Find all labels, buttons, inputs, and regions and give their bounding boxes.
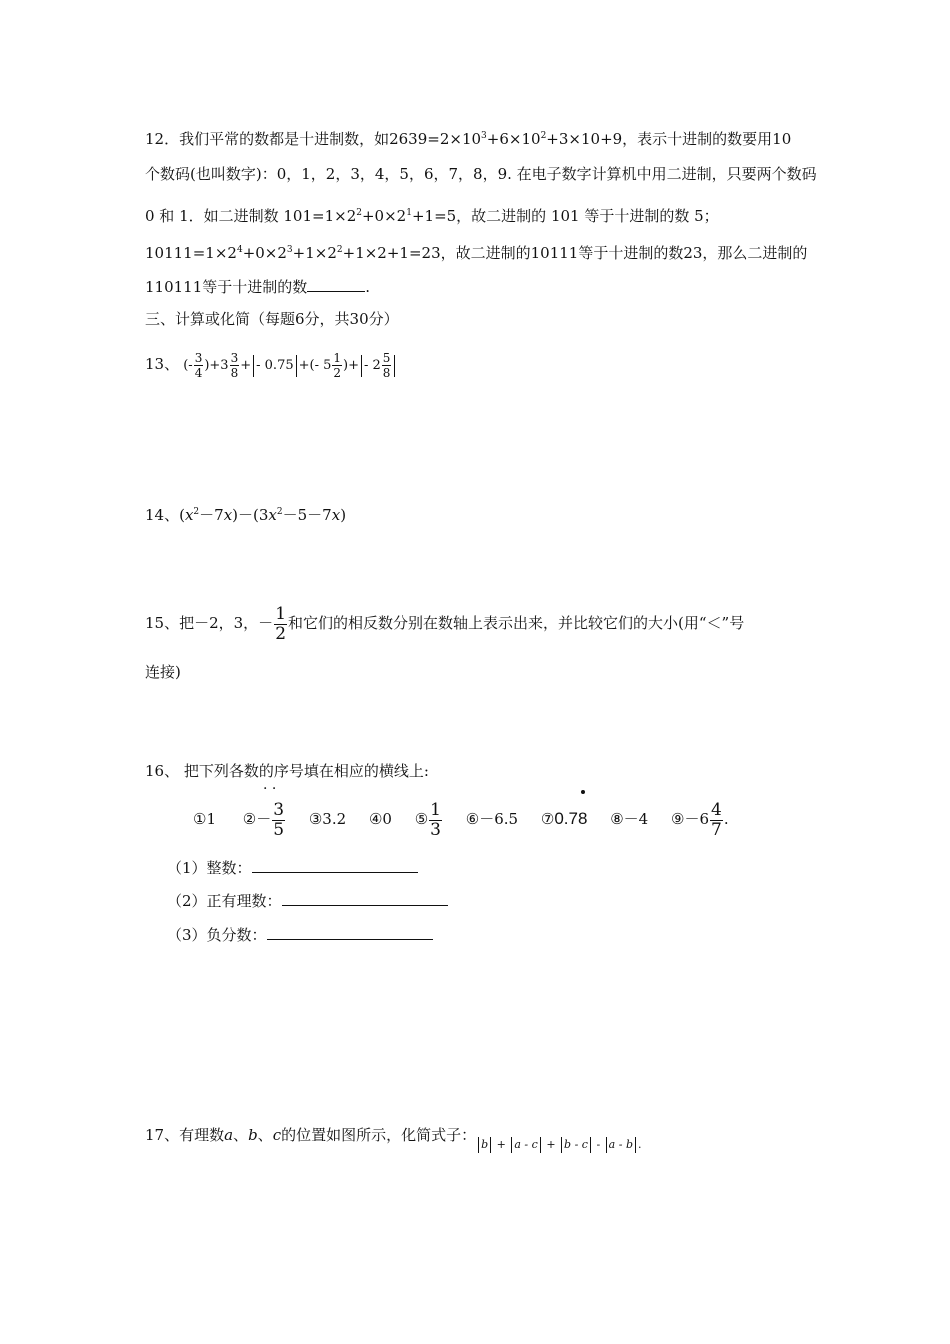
q17-op: +: [496, 1138, 506, 1151]
variable-c: c: [272, 1126, 282, 1144]
q12-line-3: [145, 203, 719, 226]
numerator: 1: [333, 351, 342, 365]
q14-term: －7: [199, 506, 224, 524]
repeating-decimal: 0.7: [554, 809, 578, 828]
q14-expression: [145, 502, 346, 525]
sub-label: （3）负分数：: [167, 926, 267, 944]
exponent: 2: [276, 507, 283, 517]
q17-text: 、: [233, 1126, 249, 1144]
q17-term: b - c: [564, 1138, 588, 1151]
abs-bar: [511, 1137, 512, 1153]
exponent: 4: [236, 245, 243, 255]
answer-blank[interactable]: [252, 872, 418, 873]
q13-term: )+3: [204, 358, 229, 373]
q14-term: (: [179, 506, 185, 524]
q17-text: 17、有理数: [145, 1126, 225, 1144]
item-7: ⑦: [540, 810, 555, 828]
q12-text: 110111等于十进制的数: [145, 278, 308, 296]
item-6: ⑥－6.5: [465, 810, 519, 828]
denominator: 2: [275, 623, 287, 644]
fraction: [332, 352, 342, 379]
q16-title: [145, 761, 429, 781]
repeating-digit: 8: [578, 796, 587, 842]
q17-text: 、: [257, 1126, 273, 1144]
exponent: 2: [193, 507, 200, 517]
variable-x: x: [268, 506, 277, 524]
answer-blank[interactable]: [267, 939, 433, 940]
q17-term: a - c: [514, 1138, 538, 1151]
fraction: [429, 799, 442, 840]
abs-bar: [590, 1137, 591, 1153]
q15-text: 15、把－2，3，－: [145, 614, 274, 632]
denominator: 4: [194, 366, 203, 380]
q13-term: +(- 5: [298, 358, 332, 373]
q12-text: .: [365, 278, 371, 296]
q14-label: 14、: [145, 506, 180, 524]
q12-line-4: [145, 240, 807, 263]
abs-bar: [478, 1137, 479, 1153]
denominator: 5: [273, 819, 285, 840]
q12-text: 个数码(也叫数字)：0，1，2，3，4，5，6，7，8，9. 在电子数字计算机中用二进制，只要两个数码: [145, 165, 817, 183]
q12-line-2: [145, 164, 817, 184]
q17-text: 的位置如图所示，化简式子：: [281, 1126, 477, 1144]
q12-text: +6×10: [486, 130, 541, 148]
fraction: [710, 799, 723, 840]
fraction: [382, 352, 392, 379]
q17-line: [145, 1125, 641, 1155]
q17-op: +: [546, 1138, 556, 1151]
abs-bar: [394, 355, 395, 377]
q17-term: a - b: [608, 1138, 633, 1151]
q12-text: 10111=1×2: [145, 244, 237, 262]
sub-label: （2）正有理数：: [167, 892, 282, 910]
q12-text: +3×10+9，表示十进制的数要用10: [546, 130, 792, 148]
abs-bar: [540, 1137, 541, 1153]
fraction: [230, 352, 240, 379]
q12-text: 2639=2×10: [389, 130, 482, 148]
denominator: 2: [333, 366, 342, 380]
item-9: ⑨－6: [671, 810, 709, 828]
numerator: 4: [711, 799, 722, 820]
item-8: ⑧－4: [610, 810, 649, 828]
q16-sub-2: [167, 890, 448, 911]
period: .: [723, 810, 729, 828]
denominator: 8: [382, 366, 391, 380]
denominator: 7: [711, 819, 722, 840]
denominator: 8: [230, 366, 239, 380]
variable-x: x: [331, 506, 341, 524]
q12-text: +0×2: [361, 207, 407, 225]
q12-line-1: [145, 126, 791, 149]
variable-x: x: [184, 506, 194, 524]
abs-bar: [361, 355, 362, 377]
numerator: 5: [382, 351, 391, 365]
variable-a: a: [224, 1126, 234, 1144]
variable-x: x: [223, 506, 233, 524]
q13-term: +: [240, 358, 252, 373]
q14-term: )－(3: [232, 506, 269, 524]
answer-blank[interactable]: [282, 905, 448, 906]
q15-line-2: 连接): [145, 663, 181, 681]
exponent: 2: [336, 245, 343, 255]
q14-term: ): [340, 506, 347, 524]
numerator: 1: [275, 603, 287, 624]
numerator: 1: [430, 799, 441, 820]
q12-text: +1=5，故二进制的 101 等于十进制的数 5；: [411, 207, 719, 225]
fraction: [274, 603, 287, 644]
denominator: 3: [430, 819, 441, 840]
numerator: 3: [273, 799, 285, 820]
answer-blank[interactable]: [307, 291, 365, 292]
numerator: 3: [194, 351, 203, 365]
q16-sub-3: [167, 924, 433, 945]
exponent: 2: [540, 131, 547, 141]
q12-text: +0×2: [242, 244, 287, 262]
q16-number-list: [193, 796, 729, 842]
item-2: ②－: [242, 810, 272, 828]
fraction: [194, 352, 204, 379]
abs-bar: [635, 1137, 636, 1153]
exponent: 3: [481, 131, 487, 141]
exponent: 1: [406, 208, 412, 218]
period: .: [637, 1138, 642, 1151]
q16-title-text: 16、 把下列各数的序号填在相应的横线上:: [145, 762, 429, 780]
q13-term: - 0.75: [256, 358, 294, 373]
abs-bar: [253, 355, 254, 377]
q13-term: )+: [343, 358, 359, 373]
q14-term: －5－7: [282, 506, 332, 524]
abs-bar: [296, 355, 297, 377]
q13-expression: [145, 346, 397, 384]
item-5: ⑤: [414, 810, 429, 828]
q12-text: +1×2: [292, 244, 337, 262]
q12-text: 12．我们平常的数都是十进制数，如: [145, 130, 390, 148]
q16-sub-1: [167, 857, 418, 878]
q13-label: 13、: [145, 355, 180, 373]
abs-bar: [490, 1137, 491, 1153]
q12-text: 0 和 1．如二进制数 101=1×2: [145, 207, 357, 225]
variable-b: b: [248, 1126, 258, 1144]
exponent: 2: [356, 208, 362, 218]
q13-term: (-: [183, 358, 193, 373]
q15-line-1: [145, 600, 744, 646]
item-1: ①1: [193, 810, 216, 828]
q15-text: 和它们的相反数分别在数轴上表示出来，并比较它们的大小(用“＜”号: [288, 614, 745, 632]
q12-text: +1×2+1=23，故二进制的10111等于十进制的数23，那么二进制的: [342, 244, 808, 262]
abs-bar: [561, 1137, 562, 1153]
emphasis-dots: · ·: [263, 781, 277, 797]
q12-line-5: [145, 277, 370, 297]
q13-term: - 2: [364, 358, 381, 373]
abs-bar: [606, 1137, 607, 1153]
fraction: [272, 799, 285, 840]
item-3: ③3.2: [308, 810, 347, 828]
exponent: 3: [286, 245, 293, 255]
q17-expression: [476, 1135, 641, 1155]
q17-term: b: [481, 1138, 489, 1151]
numerator: 3: [230, 351, 239, 365]
sub-label: （1）整数：: [167, 859, 252, 877]
q17-op: -: [596, 1138, 601, 1151]
section-3-title: 三、计算或化简（每题6分，共30分）: [145, 310, 399, 328]
item-4: ④0: [368, 810, 392, 828]
